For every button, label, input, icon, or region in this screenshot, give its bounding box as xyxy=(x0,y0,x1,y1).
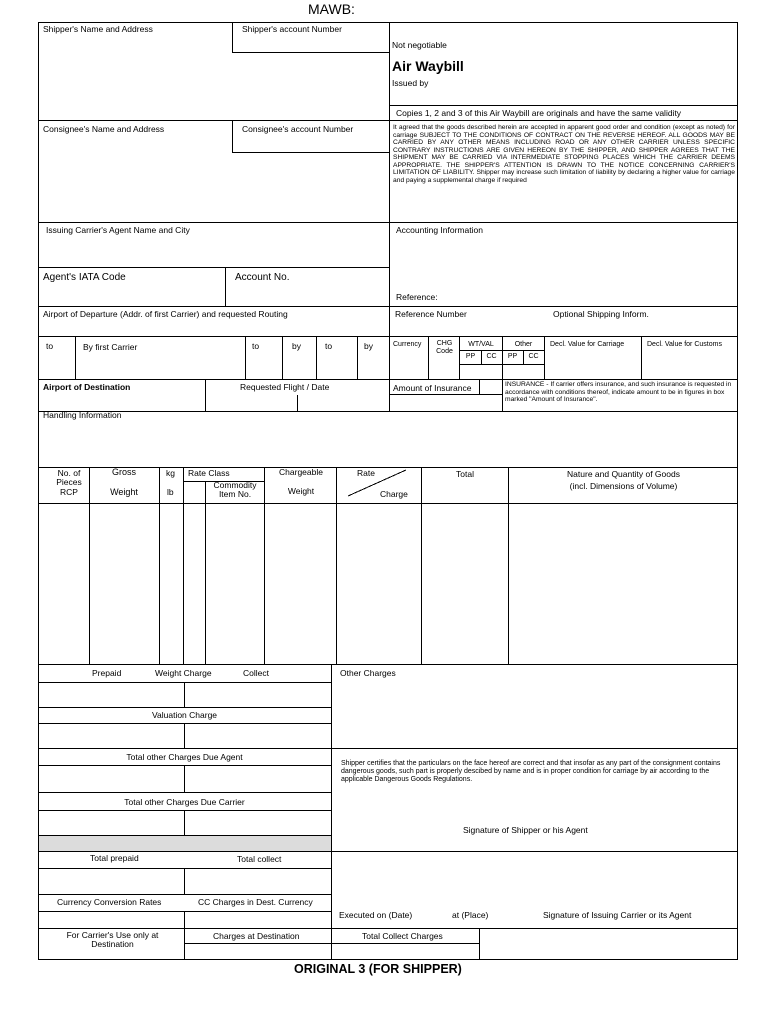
decl-value-customs-label: Decl. Value for Customs xyxy=(647,341,722,348)
air-waybill-title: Air Waybill xyxy=(392,58,464,74)
total-prepaid-label: Total prepaid xyxy=(90,853,139,863)
nature-goods-header: Nature and Quantity of Goods xyxy=(567,469,680,479)
routing-by-3: by xyxy=(364,341,373,351)
total-other-carrier-label: Total other Charges Due Carrier xyxy=(124,797,245,807)
by-first-carrier-label: By first Carrier xyxy=(83,342,138,352)
total-other-agent-label: Total other Charges Due Agent xyxy=(126,752,243,762)
other-charges-label: Other Charges xyxy=(340,668,396,678)
lb-header: lb xyxy=(167,487,174,497)
chg-code-label: CHG Code xyxy=(436,340,453,356)
valuation-charge-label: Valuation Charge xyxy=(151,710,218,720)
gross-header: Gross xyxy=(111,467,136,477)
consignee-name-address-label: Consignee's Name and Address xyxy=(43,124,165,134)
airport-destination-label: Airport of Destination xyxy=(43,382,131,392)
insurance-note: INSURANCE - If carrier offers insurance, and such insurance is requested in accordance with conditions thereof, indicate amount to be in figures in box marked "Amount of Insurance". xyxy=(505,381,732,403)
not-negotiable-label: Not negotiable xyxy=(392,40,447,50)
prepaid-label: Prepaid xyxy=(92,668,122,678)
mawb-label: MAWB: xyxy=(308,1,355,17)
shipper-name-address-label: Shipper's Name and Address xyxy=(43,24,153,34)
weight-charge-label: Weight Charge xyxy=(155,668,212,678)
routing-by-2: by xyxy=(292,341,301,351)
consignee-account-number-label: Consignee's account Number xyxy=(242,124,354,134)
reference-label: Reference: xyxy=(396,292,438,302)
signature-carrier-label: Signature of Issuing Carrier or its Agent xyxy=(543,910,692,920)
currency-label: Currency xyxy=(393,341,422,348)
original-footer: ORIGINAL 3 (FOR SHIPPER) xyxy=(294,962,462,976)
wtval-cc: CC xyxy=(486,353,497,360)
rate-class-header: Rate Class xyxy=(188,468,230,478)
shipper-account-number-label: Shipper's account Number xyxy=(242,24,342,34)
commodity-item-header: Commodity Item No. xyxy=(213,480,257,500)
agent-iata-code-label: Agent's IATA Code xyxy=(43,272,126,283)
dimensions-header: (incl. Dimensions of Volume) xyxy=(569,481,678,491)
routing-to-3: to xyxy=(325,341,333,351)
cc-charges-label: CC Charges in Dest. Currency xyxy=(198,897,313,907)
handling-information-label: Handling Information xyxy=(43,410,122,420)
other-cc: CC xyxy=(528,353,539,360)
account-no-label: Account No. xyxy=(235,272,290,283)
optional-shipping-label: Optional Shipping Inform. xyxy=(553,309,649,319)
wtval-pp: PP xyxy=(465,353,476,360)
wt-val-label: WT/VAL xyxy=(468,341,494,348)
other-pp: PP xyxy=(507,353,518,360)
signature-shipper-label: Signature of Shipper or his Agent xyxy=(463,825,588,835)
charges-destination-label: Charges at Destination xyxy=(213,931,300,941)
issuing-agent-label: Issuing Carrier's Agent Name and City xyxy=(46,225,190,235)
routing-to-1: to xyxy=(46,341,54,351)
rate-header: Rate xyxy=(357,468,375,478)
other-label: Other xyxy=(514,341,533,348)
currency-conversion-label: Currency Conversion Rates xyxy=(57,897,162,907)
kg-header: kg xyxy=(166,468,175,478)
executed-on-label: Executed on (Date) xyxy=(339,910,413,920)
reference-number-label: Reference Number xyxy=(395,309,467,319)
copies-note: Copies 1, 2 and 3 of this Air Waybill are originals and have the same validity xyxy=(396,108,682,118)
carrier-use-label: For Carrier's Use only at Destination xyxy=(66,930,159,950)
collect-label: Collect xyxy=(243,668,269,678)
shipper-certification: Shipper certifies that the particulars on the face hereof are correct and that insofar as any part of the consignment contains dangerous goods, such part is properly descibed by name and is in proper condition for carriage by air according to the applicable Dangerous Goods Regulations. xyxy=(341,760,721,784)
amount-insurance-label: Amount of Insurance xyxy=(393,383,472,393)
chargeable-weight-header: Weight xyxy=(287,486,315,496)
shaded-row xyxy=(39,836,331,851)
total-collect-charges-label: Total Collect Charges xyxy=(362,931,443,941)
total-header: Total xyxy=(456,469,474,479)
gross-weight-header: Weight xyxy=(110,487,138,497)
airport-departure-label: Airport of Departure (Addr. of first Carrier) and requested Routing xyxy=(43,309,288,319)
requested-flight-label: Requested Flight / Date xyxy=(240,382,330,392)
issued-by-label: Issued by xyxy=(392,78,429,88)
decl-value-carriage-label: Decl. Value for Carriage xyxy=(550,341,625,348)
charge-header: Charge xyxy=(380,489,408,499)
accounting-information-label: Accounting Information xyxy=(396,225,483,235)
routing-to-2: to xyxy=(252,341,260,351)
at-place-label: at (Place) xyxy=(452,910,489,920)
pieces-header: No. of Pieces RCP xyxy=(56,468,82,497)
total-collect-label: Total collect xyxy=(237,854,282,864)
chargeable-header: Chargeable xyxy=(279,467,323,477)
contract-terms: It agreed that the goods described herein are accepted in apparent good order and condition (except as noted) for carriage SUBJECT TO THE CONDITIONS OF CONTRACT ON THE REVERSE HEREOF. ALL GOODS MAY BE CARRIED BY ANY OTHER MEANS INCLUDING ROAD OR ANY OTHER CARRIER UNLESS SPECIFIC CONTRARY INSTRUCTIONS ARE GIVEN HEREON BY THE SHIPPER, AND SHIPPER AGREES THAT THE SHIPMENT MAY BE CARRIED VIA INTERMEDIATE STOPPING PLACES WHICH THE CARRIER DEEMS APPROPRIATE. THE SHIPPER'S ATTENTION IS DRAWN TO THE NOTICE CONCERNING CARRIER'S LIMITATION OF LIABILITY. Shipper may increase such limitation of liability by declaring a higher value for carriage and paying a supplemental charge if required xyxy=(393,124,735,184)
